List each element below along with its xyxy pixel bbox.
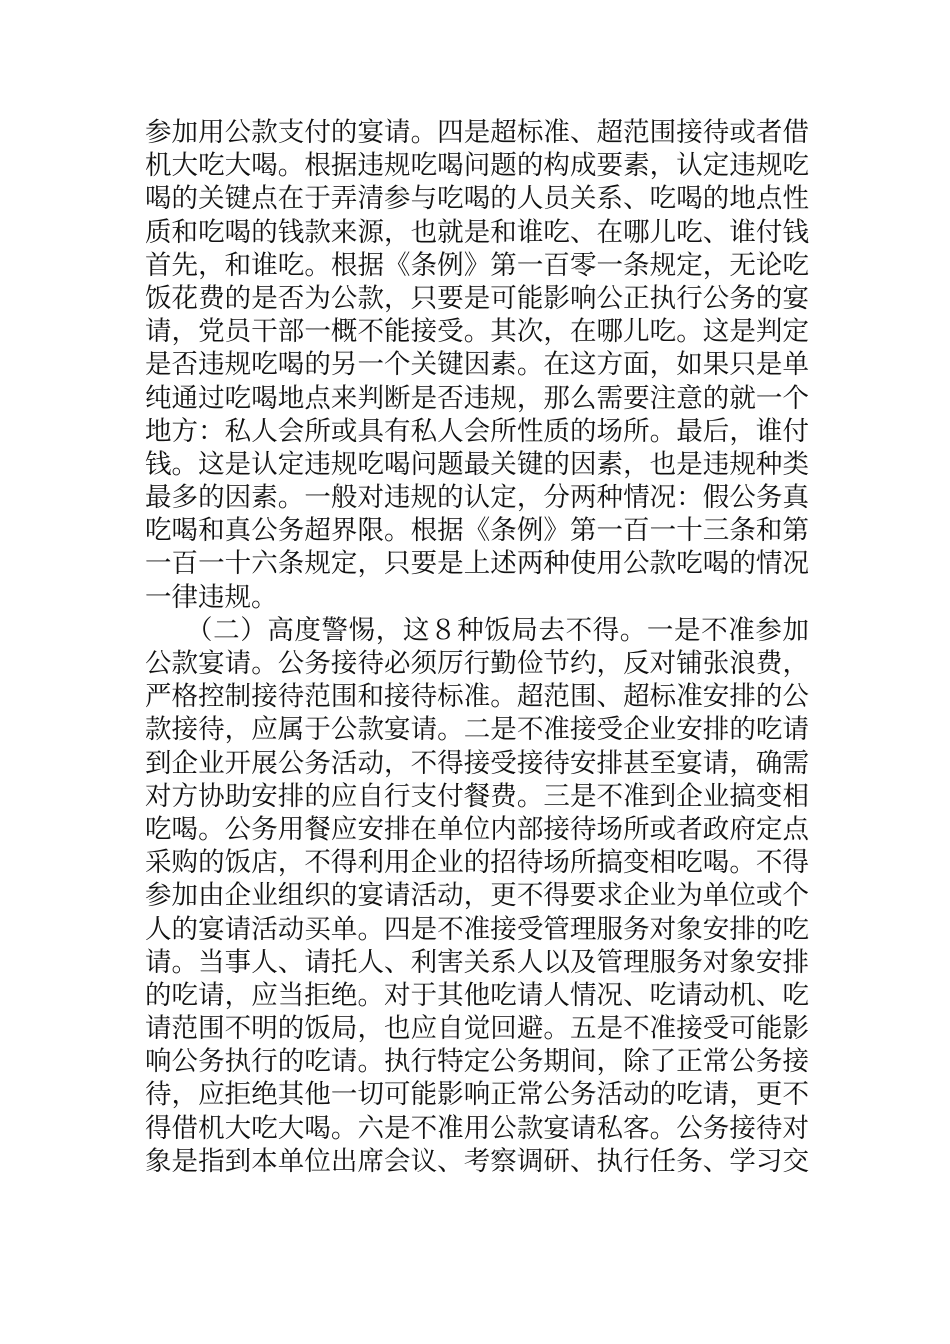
text-line: （二）高度警惕，这８种饭局去不得。一是不准参加 (145, 614, 809, 646)
text-line: 响公务执行的吃请。执行特定公务期间，除了正常公务接 (145, 1046, 809, 1078)
text-line: 一律违规。 (145, 581, 278, 613)
text-line: 一百一十六条规定，只要是上述两种使用公款吃喝的情况 (145, 548, 809, 580)
text-line: 喝的关键点在于弄清参与吃喝的人员关系、吃喝的地点性 (145, 183, 809, 215)
text-line: 首先，和谁吃。根据《条例》第一百零一条规定，无论吃 (145, 249, 809, 281)
text-line: 待，应拒绝其他一切可能影响正常公务活动的吃请，更不 (145, 1079, 809, 1111)
text-line: 请范围不明的饭局，也应自觉回避。五是不准接受可能影 (145, 1013, 809, 1045)
text-line: 严格控制接待范围和接待标准。超范围、超标准安排的公 (145, 681, 809, 713)
document-body (145, 116, 809, 1178)
text-line: 请，党员干部一概不能接受。其次，在哪儿吃。这是判定 (145, 316, 809, 348)
text-line: 钱。这是认定违规吃喝问题最关键的因素，也是违规种类 (145, 448, 809, 480)
text-line: 吃喝和真公务超界限。根据《条例》第一百一十三条和第 (145, 515, 809, 547)
paragraph-2 (145, 614, 809, 1178)
text-line: 人的宴请活动买单。四是不准接受管理服务对象安排的吃 (145, 913, 809, 945)
text-line: 对方协助安排的应自行支付餐费。三是不准到企业搞变相 (145, 780, 809, 812)
text-line: 到企业开展公务活动，不得接受接待安排甚至宴请，确需 (145, 747, 809, 779)
text-line: 地方：私人会所或具有私人会所性质的场所。最后，谁付 (145, 415, 809, 447)
text-line: 参加用公款支付的宴请。四是超标准、超范围接待或者借 (145, 117, 809, 148)
text-line: 机大吃大喝。根据违规吃喝问题的构成要素，认定违规吃 (145, 150, 809, 182)
text-line: 得借机大吃大喝。六是不准用公款宴请私客。公务接待对 (145, 1112, 809, 1144)
text-line: 参加由企业组织的宴请活动，更不得要求企业为单位或个 (145, 880, 809, 912)
text-line: 纯通过吃喝地点来判断是否违规，那么需要注意的就一个 (145, 382, 809, 414)
text-line: 饭花费的是否为公款，只要是可能影响公正执行公务的宴 (145, 282, 809, 314)
text-line: 是否违规吃喝的另一个关键因素。在这方面，如果只是单 (145, 349, 809, 381)
text-line: 的吃请，应当拒绝。对于其他吃请人情况、吃请动机、吃 (145, 979, 809, 1011)
text-line: 请。当事人、请托人、利害关系人以及管理服务对象安排 (145, 946, 809, 978)
text-line: 质和吃喝的钱款来源，也就是和谁吃、在哪儿吃、谁付钱 (145, 216, 809, 248)
text-line: 吃喝。公务用餐应安排在单位内部接待场所或者政府定点 (145, 813, 809, 845)
paragraph-1 (145, 116, 809, 614)
text-line: 公款宴请。公务接待必须厉行勤俭节约，反对铺张浪费， (145, 648, 809, 679)
text-line: 最多的因素。一般对违规的认定，分两种情况：假公务真 (145, 482, 809, 514)
text-line: 采购的饭店，不得利用企业的招待场所搞变相吃喝。不得 (145, 847, 809, 879)
text-line: 象是指到本单位出席会议、考察调研、执行任务、学习交 (145, 1145, 809, 1177)
text-line: 款接待，应属于公款宴请。二是不准接受企业安排的吃请 (145, 714, 809, 746)
